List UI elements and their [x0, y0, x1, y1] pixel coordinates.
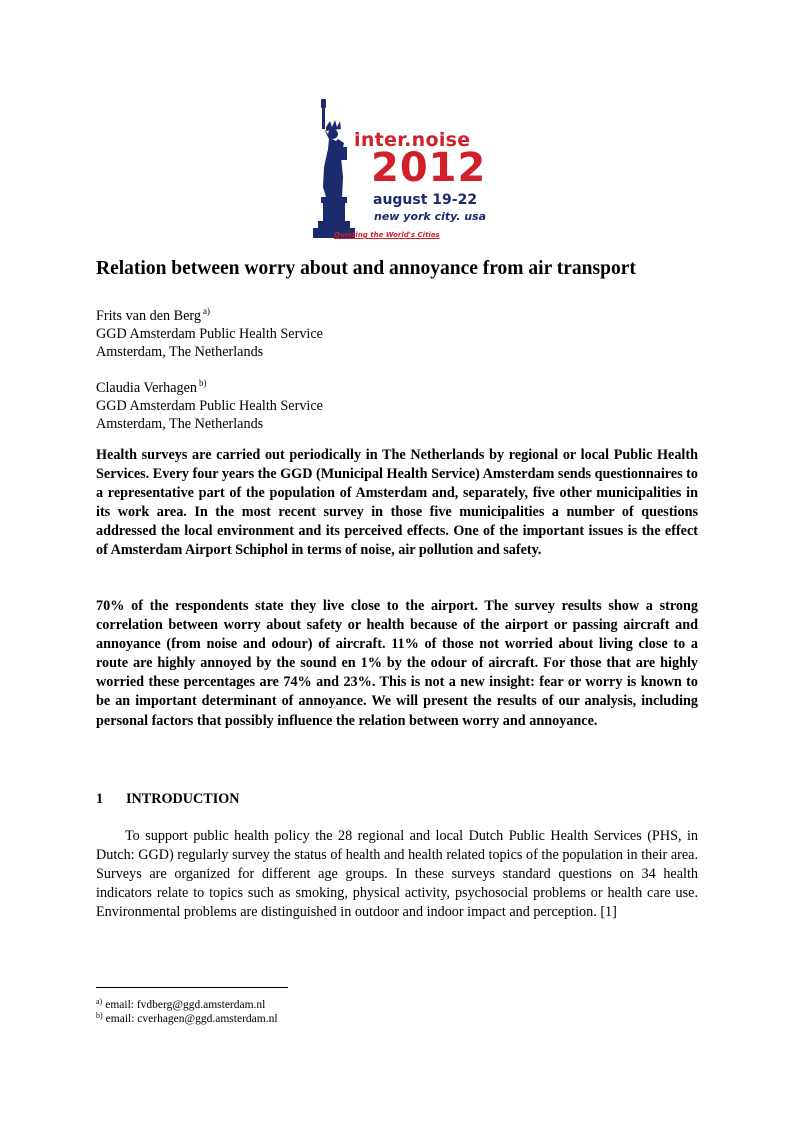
author-name: Claudia Verhagen [96, 380, 197, 396]
logo-year: 2012 [371, 145, 487, 191]
paper-title: Relation between worry about and annoyance from air transport [96, 258, 636, 279]
body-paragraph: To support public health policy the 28 regional and local Dutch Public Health Services (PHS, in Dutch: GGD) regularly survey the status of health and health related topics of the population in their area. Surveys are organized for different age groups. In these surveys standard questions on 34 health indicators relate to topics such as smoking, physical activity, psychosocial problems or health care use. Environmental problems are distinguished in outdoor and indoor impact and perception. [1] [96, 828, 698, 921]
logo-city: new york city. usa [374, 210, 487, 223]
abstract-paragraph: Health surveys are carried out periodically in The Netherlands by regional or local Public Health Services. Every four years the GGD (Municipal Health Service) Amsterdam sends questionnaires to a representative part of the population of Amsterdam and, separately, five other municipalities in its work area. In the most recent survey in those five municipalities a number of questions addressed the local environment and its perceived effects. One of the important issues is the effect of Amsterdam Airport Schiphol in terms of noise, air pollution and safety. [96, 447, 698, 559]
statue-of-liberty-icon [310, 97, 370, 247]
conference-logo [310, 97, 490, 247]
logo-conference-name: inter.noise [354, 129, 471, 151]
author-affiliation: GGD Amsterdam Public Health Service [96, 326, 323, 342]
author-block [96, 302, 323, 361]
logo-tagline: Quieting the World's Cities [334, 231, 440, 239]
footnote-divider [96, 987, 288, 988]
section-number: 1 [96, 791, 104, 807]
logo-dates: august 19-22 [373, 192, 478, 208]
section-title: INTRODUCTION [126, 791, 240, 807]
footnote-mark: a) [96, 997, 103, 1006]
footnote-mark: b) [96, 1011, 103, 1020]
footnote-text: email: fvdberg@ggd.amsterdam.nl [105, 999, 266, 1011]
section-heading [96, 791, 240, 808]
author-location: Amsterdam, The Netherlands [96, 344, 264, 360]
author-affiliation: GGD Amsterdam Public Health Service [96, 398, 323, 414]
author-mark: b) [199, 378, 207, 388]
author-name: Frits van den Berg [96, 308, 201, 324]
footnote-text: email: cverhagen@ggd.amsterdam.nl [105, 1013, 278, 1025]
abstract-paragraph: 70% of the respondents state they live close to the airport. The survey results show a strong correlation between worry about safety or health because of the airport or passing aircraft and annoyance (from noise and odour) of aircraft. 11% of those not worried about living close to a route are highly annoyed by the sound en 1% by the odour of aircraft. For those that are highly worried these percentages are 74% and 23%. This is not a new insight: fear or worry is known to be an important determinant of annoyance. We will present the results of our analysis, including personal factors that possibly influence the relation between worry and annoyance. [96, 598, 698, 729]
author-block [96, 374, 323, 433]
author-location: Amsterdam, The Netherlands [96, 416, 264, 432]
footnote [96, 1009, 278, 1026]
author-mark: a) [202, 306, 210, 316]
